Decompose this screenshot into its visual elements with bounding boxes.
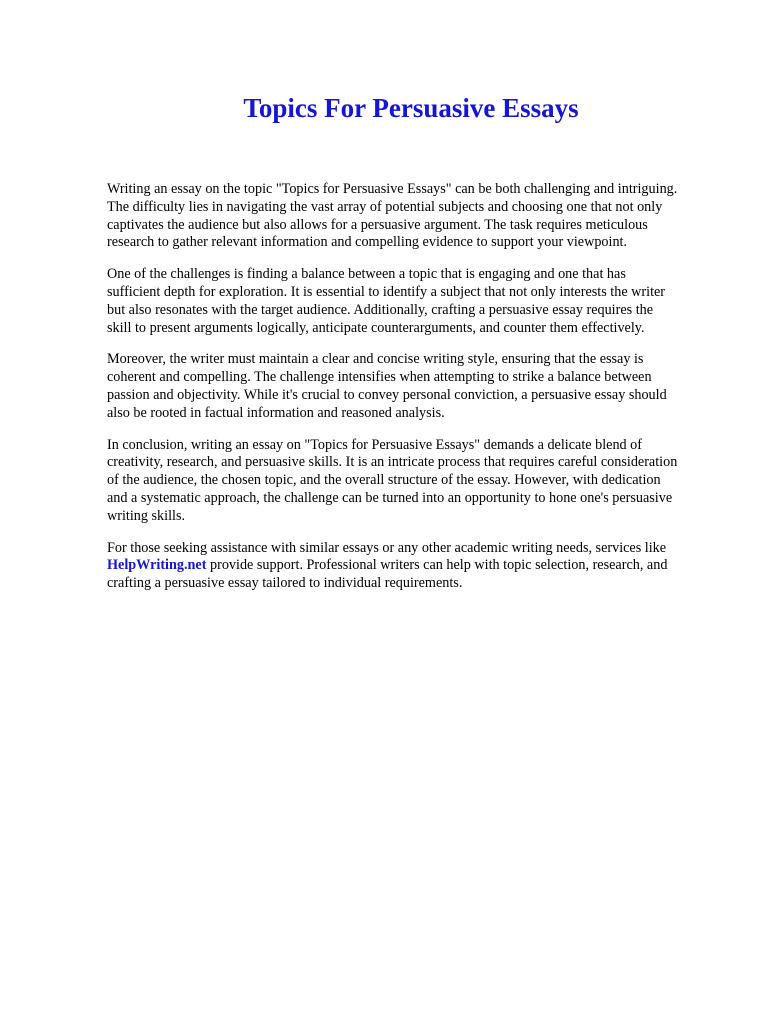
text-line: and a systematic approach, the challenge can be turned into an opportunity to hone one's persuasive xyxy=(107,489,673,506)
text-line: One of the challenges is finding a balance between a topic that is engaging and one that has xyxy=(107,266,626,283)
paragraph-5 xyxy=(107,540,717,593)
text-line: In conclusion, writing an essay on "Topics for Persuasive Essays" demands a delicate blend of xyxy=(107,436,643,453)
text-line: crafting a persuasive essay tailored to individual requirements. xyxy=(107,575,463,592)
document-body xyxy=(107,181,717,607)
text-line: passion and objectivity. While it's crucial to convey personal conviction, a persuasive essay should xyxy=(107,386,667,403)
text-line: also be rooted in factual information and reasoned analysis. xyxy=(107,404,445,421)
text-line: creativity, research, and persuasive skills. It is an intricate process that requires careful consideration xyxy=(107,454,678,471)
text-line xyxy=(107,557,717,575)
paragraph-2 xyxy=(107,266,717,337)
text-fragment: provide support. Professional writers can help with topic selection, research, and xyxy=(206,557,668,574)
text-line: For those seeking assistance with similar essays or any other academic writing needs, services like xyxy=(107,539,667,556)
paragraph-3 xyxy=(107,351,717,422)
text-line: but also resonates with the target audience. Additionally, crafting a persuasive essay requires the xyxy=(107,301,654,318)
helpwriting-link[interactable]: HelpWriting.net xyxy=(107,557,207,574)
text-line: Moreover, the writer must maintain a clear and concise writing style, ensuring that the essay is xyxy=(107,351,644,368)
paragraph-4 xyxy=(107,437,717,526)
text-line: captivates the audience but also allows for a persuasive argument. The task requires meticulous xyxy=(107,216,648,233)
text-line: skill to present arguments logically, anticipate counterarguments, and counter them effectively. xyxy=(107,319,645,336)
text-line: Writing an essay on the topic "Topics for Persuasive Essays" can be both challenging and intriguing. xyxy=(107,181,678,197)
text-line: coherent and compelling. The challenge intensifies when attempting to strike a balance between xyxy=(107,369,652,386)
page-title: Topics For Persuasive Essays xyxy=(243,93,579,123)
text-line: sufficient depth for exploration. It is essential to identify a subject that not only interests the writer xyxy=(107,283,666,300)
text-line: of the audience, the chosen topic, and the overall structure of the essay. However, with dedication xyxy=(107,472,661,489)
text-line: research to gather relevant information and compelling evidence to support your viewpoint. xyxy=(107,234,628,251)
text-line: The difficulty lies in navigating the vast array of potential subjects and choosing one that not only xyxy=(107,198,663,215)
text-line: writing skills. xyxy=(107,507,186,524)
paragraph-1 xyxy=(107,181,717,252)
